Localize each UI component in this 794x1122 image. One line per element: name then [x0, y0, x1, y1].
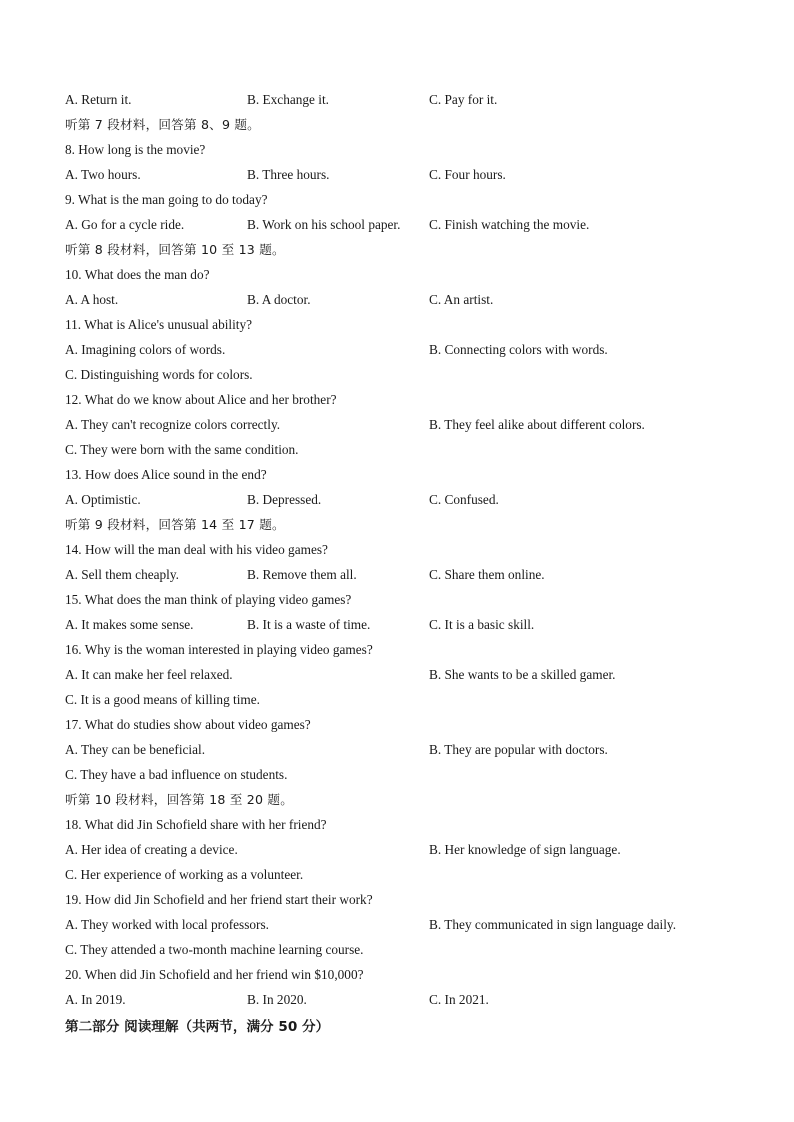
option-c: C. Her experience of working as a volunteer.: [65, 867, 304, 882]
question-text: 17. What do studies show about video games?: [65, 717, 311, 732]
listening-direction: [0, 515, 794, 535]
question-text: 16. Why is the woman interested in playing video games?: [65, 642, 373, 657]
option-a: A. It makes some sense.: [65, 617, 194, 632]
option-b: B. Depressed.: [247, 492, 322, 507]
option-c: C. In 2021.: [429, 992, 489, 1007]
question-row: [0, 265, 794, 285]
option-b: B. They communicated in sign language daily.: [429, 917, 677, 932]
section-title: 第二部分 阅读理解（共两节，满分 50 分）: [65, 1019, 330, 1035]
option-b: B. Three hours.: [247, 167, 330, 182]
option-row: [0, 615, 794, 635]
question-row: [0, 640, 794, 660]
option-row: [0, 765, 794, 785]
question-row: [0, 890, 794, 910]
option-b: B. In 2020.: [247, 992, 307, 1007]
question-text: 19. How did Jin Schofield and her friend start their work?: [65, 892, 373, 907]
option-a: A. It can make her feel relaxed.: [65, 667, 233, 682]
section-heading: [0, 1017, 794, 1037]
question-row: [0, 815, 794, 835]
option-row: [0, 840, 794, 860]
question-text: 10. What does the man do?: [65, 267, 210, 282]
option-row: [0, 490, 794, 510]
option-row: [0, 915, 794, 935]
option-row: [0, 90, 794, 110]
option-a: A. A host.: [65, 292, 119, 307]
question-text: 13. How does Alice sound in the end?: [65, 467, 267, 482]
option-row: [0, 215, 794, 235]
option-c: C. They have a bad influence on students.: [65, 767, 288, 782]
option-b: B. They are popular with doctors.: [429, 742, 608, 757]
option-a: A. Return it.: [65, 92, 132, 107]
option-c: C. They were born with the same condition.: [65, 442, 299, 457]
question-row: [0, 965, 794, 985]
option-row: [0, 365, 794, 385]
listening-direction: [0, 115, 794, 135]
question-text: 12. What do we know about Alice and her brother?: [65, 392, 337, 407]
option-a: A. In 2019.: [65, 992, 126, 1007]
option-row: [0, 290, 794, 310]
option-row: [0, 415, 794, 435]
option-c: C. Distinguishing words for colors.: [65, 367, 253, 382]
option-a: A. Imagining colors of words.: [65, 342, 226, 357]
option-a: A. They can be beneficial.: [65, 742, 206, 757]
question-row: [0, 140, 794, 160]
direction-text: 听第 9 段材料，回答第 14 至 17 题。: [65, 517, 285, 532]
question-row: [0, 390, 794, 410]
question-row: [0, 465, 794, 485]
option-c: C. Pay for it.: [429, 92, 498, 107]
option-c: C. Share them online.: [429, 567, 545, 582]
question-row: [0, 715, 794, 735]
question-text: 8. How long is the movie?: [65, 142, 206, 157]
option-a: A. Optimistic.: [65, 492, 141, 507]
option-b: B. A doctor.: [247, 292, 311, 307]
option-a: A. Sell them cheaply.: [65, 567, 179, 582]
listening-direction: [0, 240, 794, 260]
option-row: [0, 340, 794, 360]
option-row: [0, 440, 794, 460]
direction-text: 听第 8 段材料，回答第 10 至 13 题。: [65, 242, 285, 257]
option-c: C. It is a basic skill.: [429, 617, 535, 632]
question-row: [0, 540, 794, 560]
option-b: B. Work on his school paper.: [247, 217, 401, 232]
question-text: 15. What does the man think of playing video games?: [65, 592, 352, 607]
question-text: 18. What did Jin Schofield share with her friend?: [65, 817, 327, 832]
option-a: A. They can't recognize colors correctly.: [65, 417, 281, 432]
option-c: C. Confused.: [429, 492, 499, 507]
option-a: A. They worked with local professors.: [65, 917, 269, 932]
question-text: 11. What is Alice's unusual ability?: [65, 317, 253, 332]
listening-direction: [0, 790, 794, 810]
option-row: [0, 740, 794, 760]
question-row: [0, 315, 794, 335]
option-row: [0, 990, 794, 1010]
direction-text: 听第 10 段材料，回答第 18 至 20 题。: [65, 792, 294, 807]
option-b: B. She wants to be a skilled gamer.: [429, 667, 616, 682]
option-a: A. Her idea of creating a device.: [65, 842, 238, 857]
option-row: [0, 565, 794, 585]
option-row: [0, 865, 794, 885]
option-b: B. It is a waste of time.: [247, 617, 371, 632]
option-b: B. Exchange it.: [247, 92, 329, 107]
question-row: [0, 190, 794, 210]
option-c: C. It is a good means of killing time.: [65, 692, 260, 707]
option-a: A. Go for a cycle ride.: [65, 217, 185, 232]
option-c: C. They attended a two-month machine learning course.: [65, 942, 364, 957]
option-c: C. Finish watching the movie.: [429, 217, 590, 232]
question-row: [0, 590, 794, 610]
option-b: B. Remove them all.: [247, 567, 357, 582]
option-row: [0, 665, 794, 685]
option-row: [0, 940, 794, 960]
option-row: [0, 690, 794, 710]
option-c: C. Four hours.: [429, 167, 506, 182]
direction-text: 听第 7 段材料，回答第 8、9 题。: [65, 117, 260, 132]
question-text: 9. What is the man going to do today?: [65, 192, 268, 207]
option-b: B. Connecting colors with words.: [429, 342, 608, 357]
option-a: A. Two hours.: [65, 167, 141, 182]
option-b: B. Her knowledge of sign language.: [429, 842, 621, 857]
option-row: [0, 165, 794, 185]
option-c: C. An artist.: [429, 292, 494, 307]
question-text: 20. When did Jin Schofield and her friend win $10,000?: [65, 967, 364, 982]
option-b: B. They feel alike about different colors.: [429, 417, 645, 432]
question-text: 14. How will the man deal with his video games?: [65, 542, 328, 557]
